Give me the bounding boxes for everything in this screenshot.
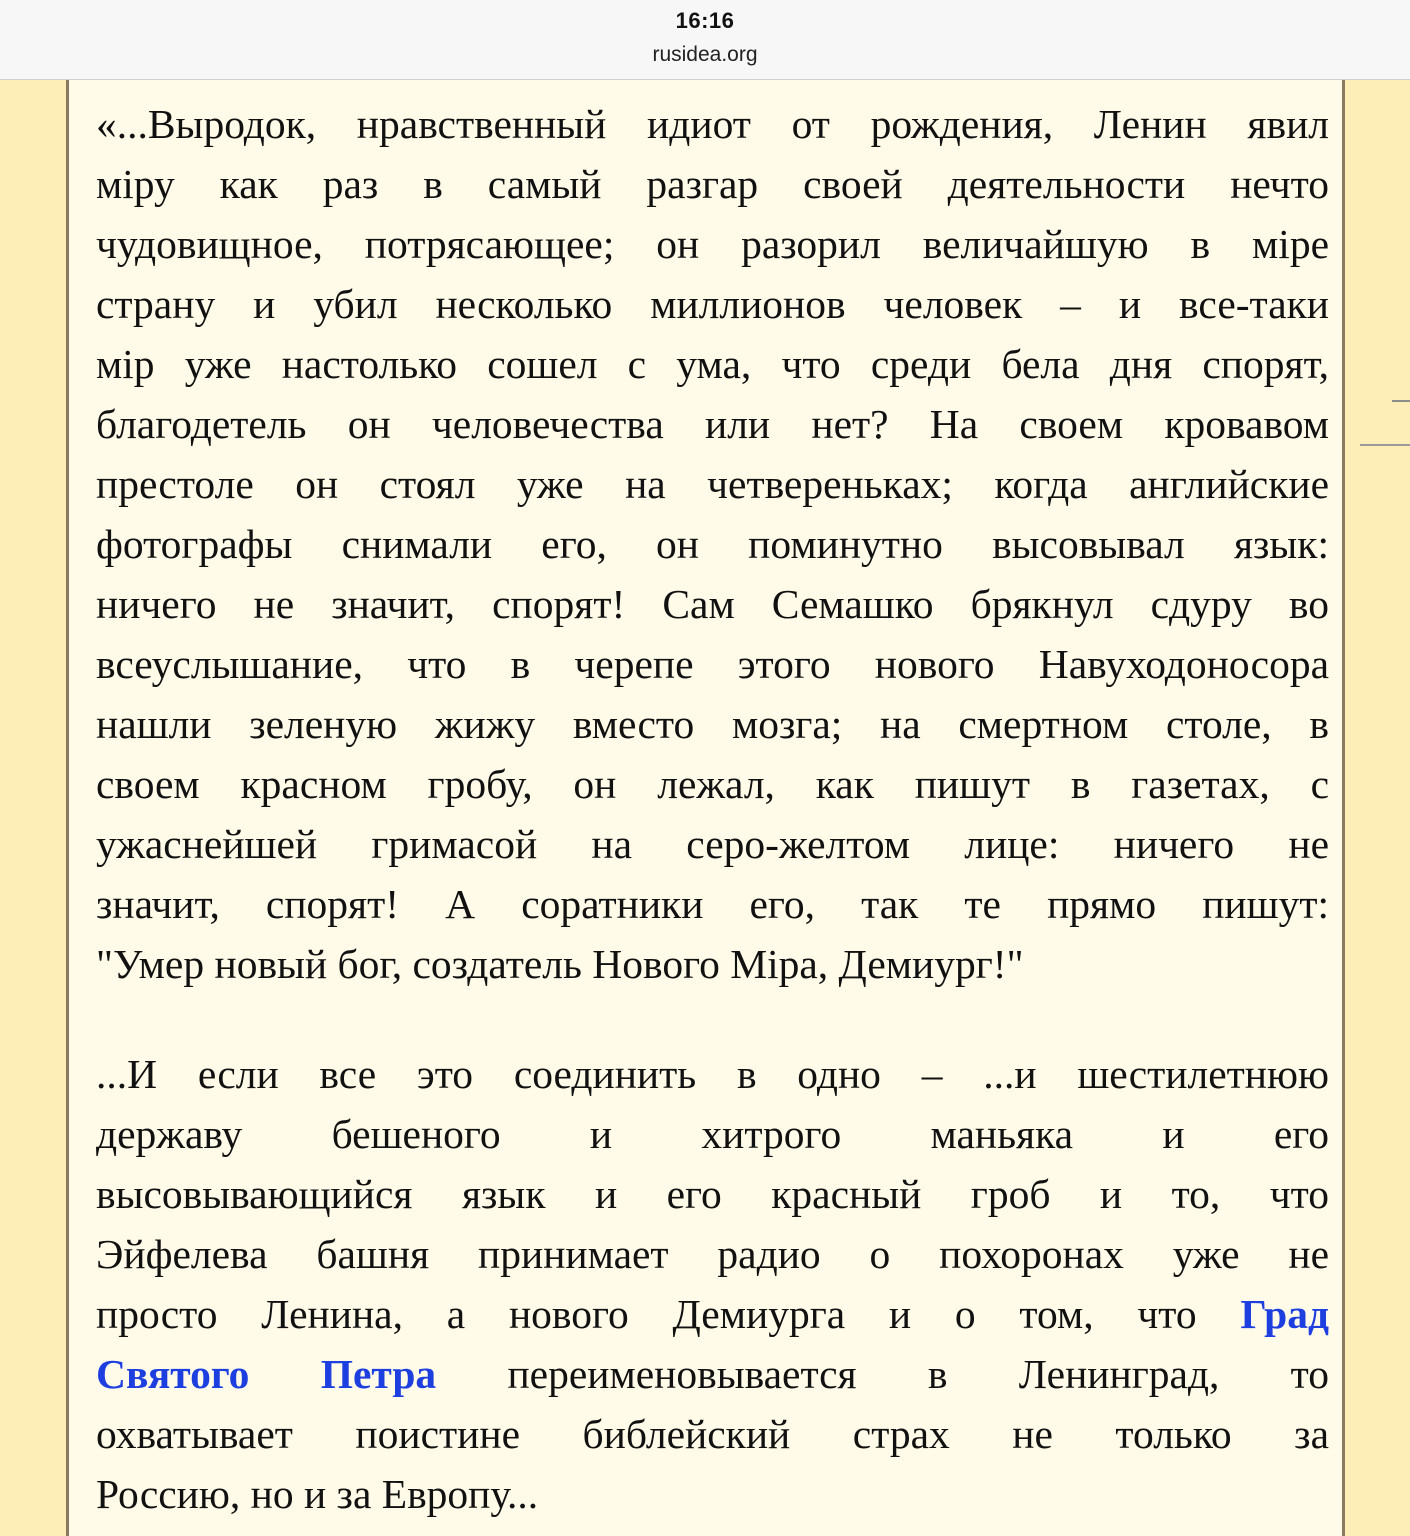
text-line: "Умер новый бог, создатель Нового Міра, Демиург!" [96, 941, 1024, 987]
text-line: чудовищное, потрясающее; он разорил величайшую в міре [96, 221, 1329, 267]
paragraph-2 [96, 1044, 1329, 1524]
text-fragment: переименовывается в Ленинград, то [507, 1351, 1330, 1397]
link-grad-svyatogo-petra-cont[interactable]: Святого Петра [96, 1351, 437, 1397]
text-line: своем красном гробу, он лежал, как пишут в газетах, с [96, 761, 1329, 807]
text-line: всеуслышание, что в черепе этого нового Навуходоносора [96, 641, 1329, 687]
text-line: фотографы снимали его, он поминутно высовывал язык: [96, 521, 1329, 567]
page-margin-right [1350, 80, 1410, 1536]
text-line: ничего не значит, спорят! Сам Семашко брякнул сдуру во [96, 581, 1329, 627]
text-line: ...И если все это соединить в одно – ...и шестилетнюю [96, 1051, 1329, 1097]
status-time: 16:16 [675, 8, 735, 33]
address-url[interactable]: rusidea.org [652, 43, 758, 66]
text-line: Россию, но и за Европу... [96, 1471, 539, 1517]
text-line: «...Выродок, нравственный идиот от рождения, Ленин явил [96, 101, 1329, 147]
article-content [66, 80, 1345, 1536]
text-line: благодетель он человечества или нет? На своем кровавом [96, 401, 1329, 447]
text-line: нашли зеленую жижу вместо мозга; на смертном столе, в [96, 701, 1329, 747]
browser-status-bar [0, 0, 1410, 80]
text-line: престоле он стоял уже на четвереньках; когда английские [96, 461, 1329, 507]
text-line-with-link [96, 1344, 1329, 1404]
text-line: мір уже настолько сошел с ума, что среди бела дня спорят, [96, 341, 1329, 387]
link-grad-svyatogo-petra[interactable]: Град [1240, 1291, 1329, 1337]
text-line-with-link [96, 1284, 1329, 1344]
side-decoration-line [1360, 444, 1410, 446]
paragraph-1 [96, 94, 1329, 994]
side-decoration-line [1392, 400, 1410, 402]
page-margin-left [0, 80, 66, 1536]
text-line: ужаснейшей гримасой на серо-желтом лице: ничего не [96, 821, 1329, 867]
text-line: Эйфелева башня принимает радио о похоронах уже не [96, 1231, 1329, 1277]
text-line: охватывает поистине библейский страх не только за [96, 1411, 1329, 1457]
text-line: міру как раз в самый разгар своей деятельности нечто [96, 161, 1329, 207]
text-line: страну и убил несколько миллионов человек – и все-таки [96, 281, 1329, 327]
text-line: высовывающийся язык и его красный гроб и то, что [96, 1171, 1329, 1217]
text-line: значит, спорят! А соратники его, так те прямо пишут: [96, 881, 1329, 927]
text-fragment: просто Ленина, а нового Демиурга и о том, что [96, 1291, 1197, 1337]
text-line: державу бешеного и хитрого маньяка и его [96, 1111, 1329, 1157]
